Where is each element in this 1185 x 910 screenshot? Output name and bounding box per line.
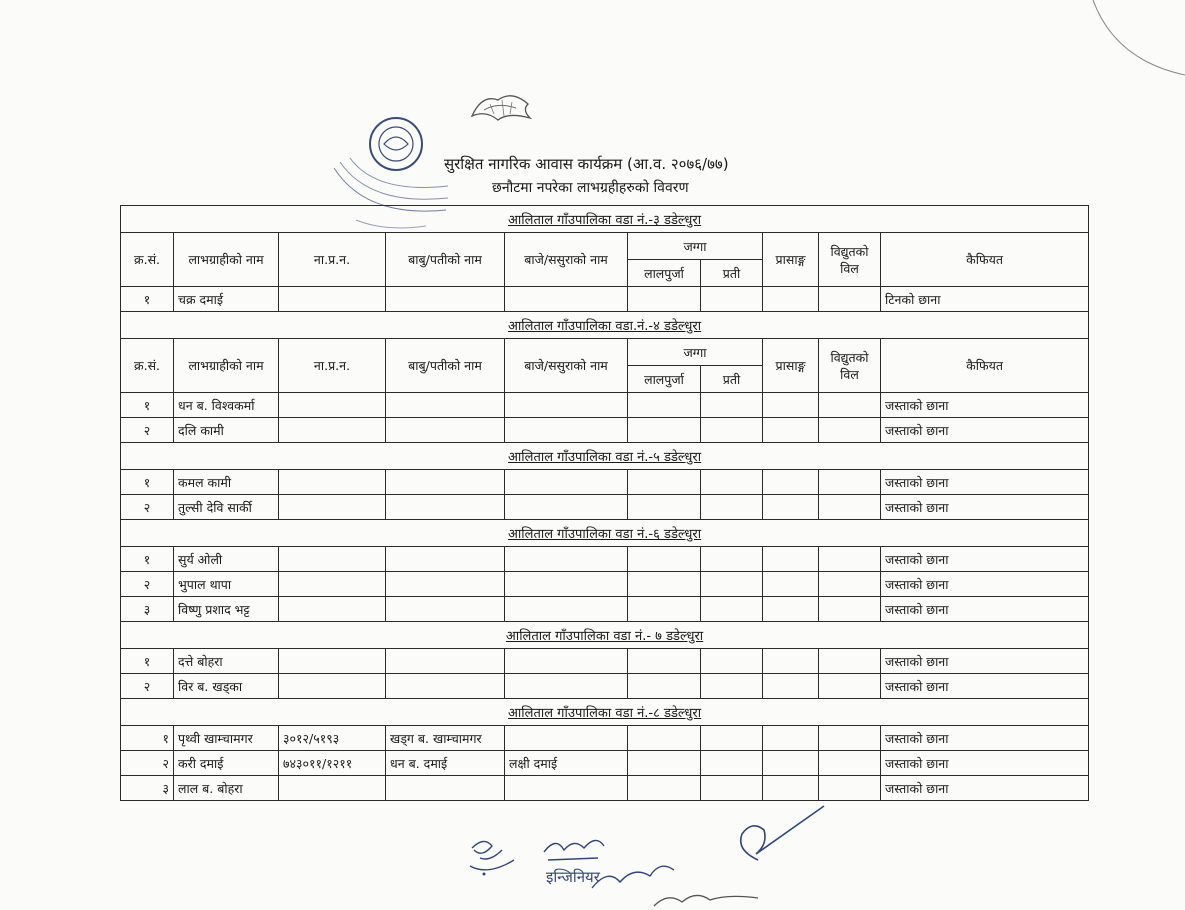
cell-citizenship <box>279 470 386 495</box>
cell-remarks: जस्ताको छाना <box>881 674 1089 699</box>
header-electricity-l1: विद्युतको <box>830 349 869 365</box>
ward-heading: आलिताल गाँउपालिका वडा नं.-८ डडेल्धुरा <box>121 699 1089 726</box>
ward-heading: आलिताल गाँउपालिका वडा.नं.-४ डडेल्धुरा <box>121 312 1089 339</box>
cell-remarks: जस्ताको छाना <box>881 495 1089 520</box>
cell-grandparent: लक्षी दमाई <box>505 751 628 776</box>
header-electricity-l1: विद्युतको <box>830 243 869 259</box>
cell-name: पृथ्वी खाम्चामगर <box>174 726 279 751</box>
cell-parent <box>386 393 505 418</box>
cell-sn: १ <box>121 393 174 418</box>
header-beneficiary: लाभग्राहीको नाम <box>174 339 279 393</box>
cell-prati <box>701 649 763 674</box>
table-row <box>121 674 1089 699</box>
header-land: जग्गा <box>628 233 763 260</box>
header-electricity-l2: विल <box>840 366 859 382</box>
header-prati: प्रती <box>701 260 763 287</box>
cell-prati <box>701 726 763 751</box>
cell-prasanga <box>763 470 819 495</box>
cell-remarks: जस्ताको छाना <box>881 470 1089 495</box>
cell-sn: १ <box>121 470 174 495</box>
cell-prasanga <box>763 597 819 622</box>
cell-name: धन ब. विश्वकर्मा <box>174 393 279 418</box>
cell-lalpurja <box>628 726 701 751</box>
signature-4 <box>648 888 768 910</box>
cell-remarks: जस्ताको छाना <box>881 751 1089 776</box>
header-parent: बाबु/पतीको नाम <box>386 339 505 393</box>
ward-heading: आलिताल गाँउपालिका वडा नं.- ७ डडेल्धुरा <box>121 622 1089 649</box>
cell-electricity <box>819 726 881 751</box>
cell-parent <box>386 597 505 622</box>
cell-lalpurja <box>628 393 701 418</box>
table-row <box>121 751 1089 776</box>
cell-sn: १ <box>121 287 174 312</box>
cell-lalpurja <box>628 572 701 597</box>
cell-sn: ३ <box>121 776 174 801</box>
table-row <box>121 470 1089 495</box>
header-citizenship: ना.प्र.न. <box>279 339 386 393</box>
cell-electricity <box>819 495 881 520</box>
cell-name: भुपाल थापा <box>174 572 279 597</box>
cell-parent <box>386 572 505 597</box>
cell-sn: २ <box>121 751 174 776</box>
cell-remarks: जस्ताको छाना <box>881 776 1089 801</box>
cell-citizenship <box>279 597 386 622</box>
cell-lalpurja <box>628 776 701 801</box>
cell-prasanga <box>763 726 819 751</box>
cell-prasanga <box>763 751 819 776</box>
cell-sn: २ <box>121 495 174 520</box>
header-grandparent: बाजे/ससुराको नाम <box>505 339 628 393</box>
cell-citizenship <box>279 572 386 597</box>
cell-remarks: जस्ताको छाना <box>881 649 1089 674</box>
table-row <box>121 393 1089 418</box>
signature-3 <box>728 800 828 870</box>
cell-name: दत्ते बोहरा <box>174 649 279 674</box>
cell-prati <box>701 495 763 520</box>
header-electricity <box>819 339 881 393</box>
cell-remarks: जस्ताको छाना <box>881 726 1089 751</box>
cell-prati <box>701 674 763 699</box>
cell-lalpurja <box>628 287 701 312</box>
cell-parent <box>386 287 505 312</box>
cell-parent <box>386 776 505 801</box>
cell-sn: २ <box>121 418 174 443</box>
beneficiary-table-wrap <box>120 205 1088 801</box>
header-row <box>121 233 1089 260</box>
table-row <box>121 597 1089 622</box>
cell-sn: १ <box>121 726 174 751</box>
cell-electricity <box>819 674 881 699</box>
header-sn: क्र.सं. <box>121 339 174 393</box>
cell-citizenship <box>279 418 386 443</box>
cell-prasanga <box>763 572 819 597</box>
cell-parent: धन ब. दमाई <box>386 751 505 776</box>
document-title: सुरक्षित नागरिक आवास कार्यक्रम (आ.व. २०७६/७७) <box>444 155 729 173</box>
cell-lalpurja <box>628 547 701 572</box>
header-prati: प्रती <box>701 366 763 393</box>
cell-prasanga <box>763 547 819 572</box>
cell-parent <box>386 674 505 699</box>
cell-grandparent <box>505 649 628 674</box>
cell-remarks: जस्ताको छाना <box>881 418 1089 443</box>
header-electricity-l2: विल <box>840 260 859 276</box>
cell-remarks: जस्ताको छाना <box>881 572 1089 597</box>
cell-sn: ३ <box>121 597 174 622</box>
cell-name: सुर्य ओली <box>174 547 279 572</box>
cell-electricity <box>819 470 881 495</box>
table-row <box>121 649 1089 674</box>
cell-lalpurja <box>628 649 701 674</box>
cell-lalpurja <box>628 470 701 495</box>
corner-fold <box>1075 0 1185 90</box>
cell-remarks: जस्ताको छाना <box>881 547 1089 572</box>
ward-heading: आलिताल गाँउपालिका वडा नं.-५ डडेल्धुरा <box>121 443 1089 470</box>
signature-caption: इन्जिनियर <box>546 868 600 886</box>
cell-electricity <box>819 572 881 597</box>
cell-parent <box>386 649 505 674</box>
cell-prati <box>701 418 763 443</box>
table-row <box>121 547 1089 572</box>
cell-name: लाल ब. बोहरा <box>174 776 279 801</box>
cell-lalpurja <box>628 495 701 520</box>
header-beneficiary: लाभग्राहीको नाम <box>174 233 279 287</box>
header-land: जग्गा <box>628 339 763 366</box>
cell-grandparent <box>505 287 628 312</box>
cell-lalpurja <box>628 674 701 699</box>
beneficiary-table <box>120 205 1089 801</box>
cell-parent <box>386 470 505 495</box>
cell-prati <box>701 597 763 622</box>
cell-name: तुल्सी देवि सार्की <box>174 495 279 520</box>
table-row <box>121 572 1089 597</box>
cell-citizenship <box>279 649 386 674</box>
cell-prati <box>701 572 763 597</box>
header-remarks: कैफियत <box>881 339 1089 393</box>
header-electricity <box>819 233 881 287</box>
cell-prasanga <box>763 674 819 699</box>
ward-heading-row <box>121 699 1089 726</box>
cell-grandparent <box>505 418 628 443</box>
cell-electricity <box>819 547 881 572</box>
header-sn: क्र.सं. <box>121 233 174 287</box>
cell-electricity <box>819 751 881 776</box>
document-subtitle: छनौटमा नपरेका लाभग्रहीहरुको विवरण <box>492 180 689 196</box>
cell-remarks: जस्ताको छाना <box>881 597 1089 622</box>
cell-prasanga <box>763 776 819 801</box>
cell-name: कमल कामी <box>174 470 279 495</box>
cell-parent <box>386 547 505 572</box>
cell-citizenship <box>279 393 386 418</box>
cell-remarks: टिनको छाना <box>881 287 1089 312</box>
cell-citizenship <box>279 287 386 312</box>
ward-heading: आलिताल गाँउपालिका वडा नं.-६ डडेल्धुरा <box>121 520 1089 547</box>
emblem-icon <box>468 88 534 124</box>
cell-electricity <box>819 649 881 674</box>
cell-parent <box>386 418 505 443</box>
cell-name: चक्र दमाई <box>174 287 279 312</box>
header-lalpurja: लालपुर्जा <box>628 260 701 287</box>
cell-prasanga <box>763 418 819 443</box>
cell-prasanga <box>763 649 819 674</box>
cell-sn: १ <box>121 547 174 572</box>
cell-prati <box>701 393 763 418</box>
cell-sn: २ <box>121 572 174 597</box>
table-row <box>121 418 1089 443</box>
cell-electricity <box>819 393 881 418</box>
cell-prasanga <box>763 393 819 418</box>
cell-prati <box>701 470 763 495</box>
cell-electricity <box>819 597 881 622</box>
cell-citizenship <box>279 547 386 572</box>
cell-grandparent <box>505 726 628 751</box>
cell-prasanga <box>763 495 819 520</box>
table-row <box>121 776 1089 801</box>
cell-prati <box>701 547 763 572</box>
cell-grandparent <box>505 547 628 572</box>
cell-citizenship: ७४३०११/१२११ <box>279 751 386 776</box>
cell-grandparent <box>505 393 628 418</box>
cell-electricity <box>819 776 881 801</box>
cell-grandparent <box>505 470 628 495</box>
header-prasanga: प्रासाङ्ग <box>763 233 819 287</box>
header-citizenship: ना.प्र.न. <box>279 233 386 287</box>
cell-grandparent <box>505 776 628 801</box>
header-grandparent: बाजे/ससुराको नाम <box>505 233 628 287</box>
header-remarks: कैफियत <box>881 233 1089 287</box>
cell-lalpurja <box>628 418 701 443</box>
cell-citizenship: ३०१२/५१९३ <box>279 726 386 751</box>
cell-electricity <box>819 287 881 312</box>
cell-grandparent <box>505 495 628 520</box>
signature-1 <box>462 828 522 888</box>
cell-citizenship <box>279 495 386 520</box>
header-row <box>121 339 1089 366</box>
header-parent: बाबु/पतीको नाम <box>386 233 505 287</box>
cell-prati <box>701 776 763 801</box>
header-prasanga: प्रासाङ्ग <box>763 339 819 393</box>
cell-grandparent <box>505 572 628 597</box>
cell-name: करी दमाई <box>174 751 279 776</box>
cell-prati <box>701 751 763 776</box>
cell-name: दलि कामी <box>174 418 279 443</box>
ward-heading-row <box>121 312 1089 339</box>
cell-lalpurja <box>628 751 701 776</box>
cell-name: विर ब. खड्का <box>174 674 279 699</box>
cell-prati <box>701 287 763 312</box>
ward-heading: आलिताल गाँउपालिका वडा नं.-३ डडेल्धुरा <box>121 206 1089 233</box>
ward-heading-row <box>121 520 1089 547</box>
header-lalpurja: लालपुर्जा <box>628 366 701 393</box>
table-row <box>121 495 1089 520</box>
cell-sn: २ <box>121 674 174 699</box>
cell-name: विष्णु प्रशाद भट्ट <box>174 597 279 622</box>
cell-citizenship <box>279 776 386 801</box>
ward-heading-row <box>121 622 1089 649</box>
cell-parent <box>386 495 505 520</box>
cell-grandparent <box>505 674 628 699</box>
ward-heading-row <box>121 206 1089 233</box>
cell-sn: १ <box>121 649 174 674</box>
cell-citizenship <box>279 674 386 699</box>
ward-heading-row <box>121 443 1089 470</box>
cell-prasanga <box>763 287 819 312</box>
cell-electricity <box>819 418 881 443</box>
cell-grandparent <box>505 597 628 622</box>
cell-lalpurja <box>628 597 701 622</box>
table-row <box>121 726 1089 751</box>
cell-parent: खड्ग ब. खाम्चामगर <box>386 726 505 751</box>
table-row <box>121 287 1089 312</box>
cell-remarks: जस्ताको छाना <box>881 393 1089 418</box>
